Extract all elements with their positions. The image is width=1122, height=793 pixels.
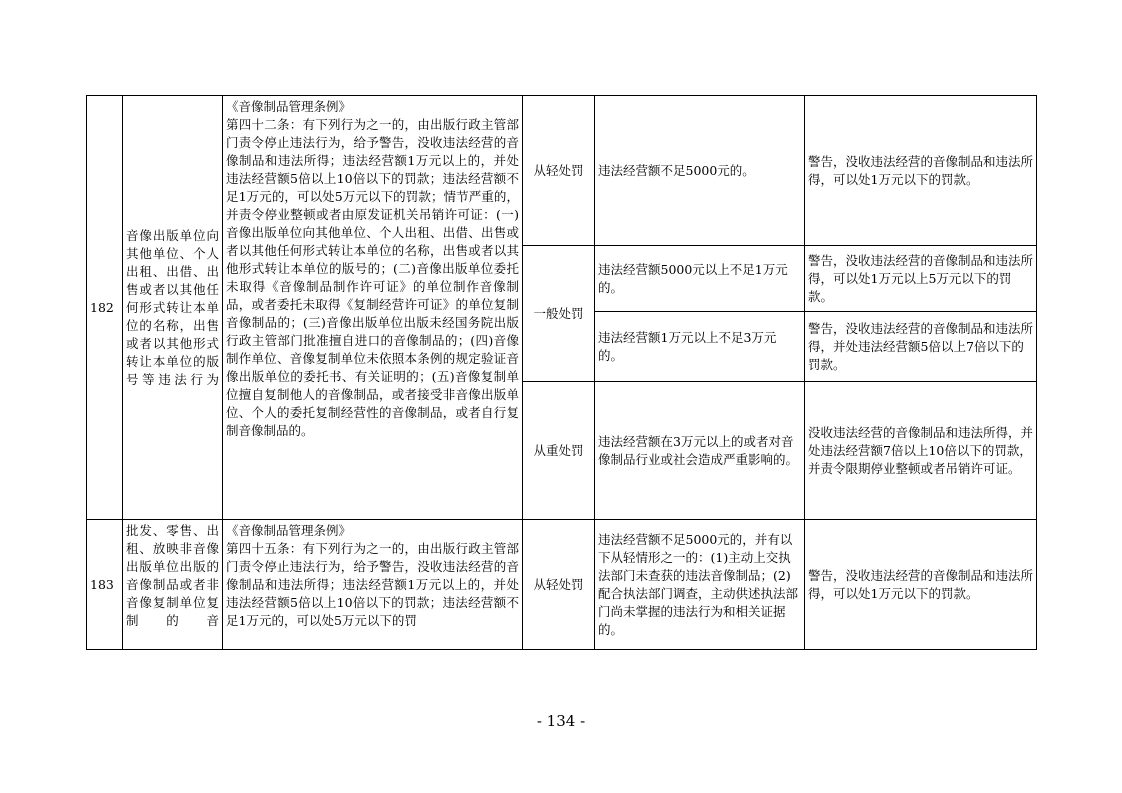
violation-item: [123, 520, 223, 650]
table-row: [87, 96, 1037, 246]
discretion-level: 一般处罚: [523, 246, 595, 382]
penalty-standard: 警告，没收违法经营的音像制品和违法所得，可以处1万元以下的罚款。: [805, 520, 1037, 650]
penalty-table: [86, 95, 1037, 650]
legal-basis: [223, 96, 523, 520]
penalty-standard: 警告，没收违法经营的音像制品和违法所得，并处违法经营额5倍以上7倍以下的罚款。: [805, 312, 1037, 382]
legal-basis: [223, 520, 523, 650]
basis-article: 第四十五条：有下列行为之一的，由出版行政主管部门责令停止违法行为，给予警告，没收违法经营的音像制品和违法所得；违法经营额1万元以上的，并处违法经营额5倍以上10倍以下的罚款；违法经营额不足1万元的，可以处5万元以下的罚: [226, 541, 519, 628]
row-number: 183: [87, 520, 123, 650]
discretion-level: 从重处罚: [523, 382, 595, 520]
penalty-standard: 警告，没收违法经营的音像制品和违法所得，可以处1万元以上5万元以下的罚款。: [805, 246, 1037, 312]
violation-condition: 违法经营额不足5000元的。: [595, 96, 805, 246]
discretion-level: 从轻处罚: [523, 520, 595, 650]
basis-title: 《音像制品管理条例》: [226, 523, 352, 538]
violation-item: 音像出版单位向其他单位、个人出租、出借、出售或者以其他任何形式转让本单位的名称，出售或者以其他形式转让本单位的版号等违法行为: [123, 96, 223, 520]
page-number: - 134 -: [536, 712, 586, 730]
penalty-standard: 警告，没收违法经营的音像制品和违法所得，可以处1万元以下的罚款。: [805, 96, 1037, 246]
violation-condition: 违法经营额5000元以上不足1万元的。: [595, 246, 805, 312]
violation-condition: 违法经营额在3万元以上的或者对音像制品行业或社会造成严重影响的。: [595, 382, 805, 520]
row-number: 182: [87, 96, 123, 520]
violation-condition: 违法经营额不足5000元的，并有以下从轻情形之一的：(1)主动上交执法部门未查获的违法音像制品；(2)配合执法部门调查，主动供述执法部门尚未掌握的违法行为和相关证据的。: [595, 520, 805, 650]
penalty-standard: 没收违法经营的音像制品和违法所得，并处违法经营额7倍以上10倍以下的罚款，并责令限期停业整顿或者吊销许可证。: [805, 382, 1037, 520]
violation-item-text: 批发、零售、出租、放映非音像出版单位出版的音像制品或者非音像复制单位复制的音: [126, 523, 219, 628]
basis-article: 第四十二条：有下列行为之一的，由出版行政主管部门责令停止违法行为，给予警告，没收违法经营的音像制品和违法所得；违法经营额1万元以上的，并处违法经营额5倍以上10倍以下的罚款；违法经营额不足1万元的，可以处5万元以下的罚款；情节严重的，并责令停业整顿或者由原发证机关吊销许可证：(一)音像出版单位向其他单位、个人出租、出借、出售或者以其他任何形式转让本单位的名称，出售或者以其他形式转让本单位的版号的；(二)音像出版单位委托未取得《音像制品制作许可证》的单位制作音像制品，或者委托未取得《复制经营许可证》的单位复制音像制品的；(三)音像出版单位出版未经国务院出版行政主管部门批准擅自进口的音像制品的；(四)音像制作单位、音像复制单位未依照本条例的规定验证音像出版单位的委托书、有关证明的；(五)音像复制单位擅自复制他人的音像制品，或者接受非音像出版单位、个人的委托复制经营性的音像制品，或者自行复制音像制品的。: [226, 117, 519, 438]
violation-condition: 违法经营额1万元以上不足3万元的。: [595, 312, 805, 382]
discretion-level: 从轻处罚: [523, 96, 595, 246]
basis-title: 《音像制品管理条例》: [226, 99, 352, 114]
table-row: [87, 520, 1037, 650]
legal-basis-text: [226, 522, 519, 646]
